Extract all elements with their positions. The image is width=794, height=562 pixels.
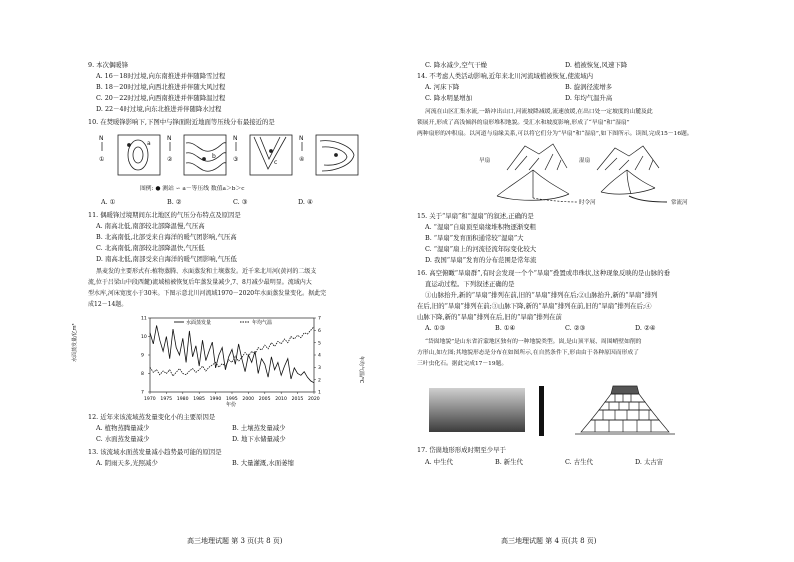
q13-stem: 13. 该流域水面蒸发量减小趋势最可能的原因是 (88, 448, 222, 456)
q11-stem: 11. 偶暖锋过境期间东北地区的气压分布特点及原因是 (88, 211, 241, 219)
q16-line-5: 山脉下降,新的“旱扇”排列在后,旧的“旱扇”排列在前 (417, 313, 562, 321)
q14-stem: 14. 不考虑人类活动影响,近年来北川河流域植被恢复,使流域内 (417, 72, 594, 80)
q17-stem: 17. 岱崮地形形成时期至少早于 (417, 446, 506, 454)
fan-passage-line-3: 两种扇形的冲积扇。以河道与扇缘关系,可以将它们分为“旱扇”和“湿扇”,如下图所示。读图,完成15－16题。 (417, 131, 693, 137)
q17-choice-a: A. 中生代 (425, 458, 453, 466)
fan-passage-line-1: 河流在山区汇集水流,一路冲出山口,河流坡降减缓,流速放缓,在出口处一定坡度的山麓及此 (425, 109, 653, 115)
isobar-panel-1 (118, 135, 160, 175)
wet-fan-label: 湿扇 (579, 158, 591, 164)
y-right-tick-label: 3 (318, 365, 321, 371)
q9-option-a: A. 16－18时过境,向东南推进并伴随降雪过程 (96, 72, 226, 80)
dry-fan-sketch (497, 144, 569, 200)
plot-frame (150, 318, 314, 392)
divider-bar (539, 386, 544, 436)
q15-stem: 15. 关于“旱扇”和“湿扇”的叙述,正确的是 (417, 212, 534, 220)
right-page (397, 0, 794, 562)
y-axis-left-label: 水面蒸发量/亿m³ (72, 323, 78, 362)
q14-option-d: D. 年均气温升高 (565, 94, 613, 102)
q16-line-4: 在后,旧的“旱扇”排列在前;③山脉下降,新的“旱扇”排列在前,旧的“旱扇”排列在后;④ (417, 302, 652, 310)
y-left-tick-label: 10 (141, 335, 147, 341)
q16-choice-a: A. ①③ (425, 324, 446, 332)
q14-option-c: C. 降水明显增加 (425, 94, 473, 102)
q13-option-d: D. 植被恢复,风速下降 (565, 61, 628, 69)
q11-option-d: D. 南高北低,南部受来自海洋的暖气团影响,气压低 (96, 255, 237, 263)
wet-fan-sketch (597, 146, 667, 202)
x-tick-label: 2005 (258, 397, 271, 402)
y-left-tick-label: 8 (141, 372, 144, 378)
q11-option-c: C. 北高南低,南部较北部降温快,气压低 (96, 244, 205, 252)
q17-choice-b: B. 新生代 (495, 458, 523, 466)
q14-option-a: A. 河床下降 (425, 83, 460, 91)
q12-option-c: C. 水面蒸发量减少 (96, 435, 150, 443)
daigu-passage-line-3: 三叶虫化石。据此完成17－19题。 (417, 361, 508, 367)
q17-choice-d: D. 太古宙 (635, 458, 664, 466)
perennial-river-label: 常流河 (671, 200, 688, 206)
isobar-panel-3 (250, 135, 292, 175)
q15-option-a: A. “湿扇”自扇顶至扇缘堆积物逐渐变粗 (425, 223, 537, 231)
q11-option-b: B. 北高南低,北部受来自海洋的暖气团影响,气压高 (96, 233, 237, 241)
isobar-panel-2 (184, 135, 226, 175)
fan-passage-line-2: 锁展开,形成了高浅倾斜的扇形堆积地貌。受汇水和坡度影响,形成了“旱扇”和“湿扇” (417, 120, 630, 126)
north-label-4: N (299, 135, 304, 142)
x-tick-label: 2000 (242, 397, 255, 402)
passage-line-1: 黑麦发的主要形式有:植物蒸腾、水面蒸发和土壤蒸发。近千来北川河(黄河的二级支 (96, 268, 317, 275)
q15-option-d: D. 我国“旱扇”发育的分布范围是常年流 (425, 256, 537, 264)
panel-number-4: ④ (299, 156, 305, 163)
legend-evaporation: 水面蒸发量 (186, 320, 212, 326)
y-left-tick-label: 9 (141, 353, 144, 359)
q14-option-b: B. 旋涡径流增多 (565, 83, 613, 91)
isobar-label-c: c (274, 159, 278, 166)
x-tick-label: 1970 (144, 397, 156, 402)
x-tick-label: 1990 (209, 397, 222, 402)
q12-option-d: D. 地下水储量减少 (232, 435, 286, 443)
y-left-tick-label: 7 (141, 390, 144, 396)
series-line-1 (150, 325, 314, 382)
q16-line-2: 直运动过程。下列叙述正确的是 (425, 280, 515, 288)
y-right-tick-label: 4 (318, 353, 321, 359)
y-right-tick-label: 7 (318, 316, 321, 322)
q16-stem: 16. 高空俯瞰“旱扇群”,有时会发现一个个“旱扇”叠置或串珠状,这种现象反映的是山脉的垂 (417, 269, 670, 277)
q9-option-b: B. 18－20时过境,向西北推进并伴随大风过程 (96, 83, 226, 91)
q12-option-a: A. 植物蒸腾量减少 (96, 424, 150, 432)
alluvial-fan-diagram (467, 140, 697, 206)
y-right-tick-label: 1 (318, 390, 321, 396)
legend-temperature: 年均气温 (252, 320, 273, 326)
x-tick-label: 1980 (176, 397, 189, 402)
q15-option-b: B. “旱扇”发育面积通常较“湿扇”大 (425, 234, 524, 242)
north-label-1: N (99, 135, 104, 142)
q16-choice-d: D. ②④ (635, 324, 656, 332)
isobar-panel-4 (316, 135, 358, 175)
daigu-passage-line-1: “岱崮地貌”是山东省沂蒙地区独有的一种地貌类型。崮,是山顶平展、周围峭壁如削的 (425, 339, 642, 345)
q13-option-a: A. 阴雨天多,光照减少 (96, 459, 158, 467)
y-right-tick-label: 2 (318, 378, 321, 384)
panel-number-1: ① (99, 156, 105, 163)
panel-number-2: ② (167, 156, 173, 163)
x-tick-label: 2015 (291, 397, 304, 402)
y-left-tick-label: 11 (141, 316, 147, 322)
x-tick-label: 1995 (226, 397, 238, 402)
q10-choice-b: B. ② (167, 198, 182, 206)
x-tick-label: 1975 (160, 397, 173, 402)
q12-stem: 12. 近年来该流域蒸发量变化小的主要原因是 (88, 413, 216, 421)
x-tick-label: 2010 (275, 397, 287, 402)
daigu-landform-photo (429, 388, 525, 432)
q16-choice-b: B. ①④ (495, 324, 516, 332)
passage-line-3: 型水库,河床宽度小于30米。下图示意北川河流域1970－2020年水面蒸发量变化。据此完 (88, 290, 327, 297)
q9-stem: 9. 本次偶暖锋 (88, 61, 129, 69)
north-label-2: N (167, 135, 172, 142)
q9-option-d: D. 22－4时过境,向东北推进并伴随降水过程 (96, 105, 222, 113)
left-footer: 高三地理试题 第 3 页(共 8 页) (187, 537, 283, 545)
y-right-tick-label: 5 (318, 341, 321, 347)
x-axis-label: 年份 (226, 402, 237, 408)
q16-line-3: ①山脉抬升,新的“旱扇”排列在前,旧的“旱扇”排列在后;②山脉抬升,新的“旱扇”排列 (425, 291, 658, 299)
passage-line-2: 流,位于吕梁山中段西麓)流域植被恢复后年蒸发量减少,7、8月减少最明显。流域内大 (88, 279, 312, 286)
q11-option-a: A. 南高北低,南部较北部降温慢,气压高 (96, 222, 205, 230)
daigu-passage-line-2: 方形山,如左图;其地貌形态是分布在如图所示,在自然条件下,形由由于各种原因而形成了 (417, 350, 639, 356)
right-footer: 高三地理试题 第 4 页(共 8 页) (501, 537, 597, 545)
q10-choice-a: A. ① (101, 198, 116, 206)
q12-option-b: B. 土壤蒸发量减少 (232, 424, 286, 432)
q10-choice-c: C. ③ (233, 198, 248, 206)
q16-choice-c: C. ②③ (565, 324, 586, 332)
isobar-diagrams (96, 131, 366, 183)
x-tick-label: 1985 (193, 397, 205, 402)
evaporation-chart (72, 312, 364, 408)
q10-choice-d: D. ④ (298, 198, 313, 206)
isobar-label-a: a (147, 140, 151, 147)
q17-choice-c: C. 古生代 (565, 458, 593, 466)
north-label-3: N (233, 135, 238, 142)
chart-legend (174, 319, 272, 326)
passage-line-4: 成12－14题。 (88, 301, 128, 308)
isobar-label-b: b (212, 153, 216, 160)
dry-fan-label: 旱扇 (479, 158, 491, 164)
y-axis-right-label: 年均气温/℃ (358, 356, 364, 384)
y-right-tick-label: 6 (318, 328, 321, 334)
q13-option-b: B. 大量灌溉,水面萎缩 (232, 459, 294, 467)
seasonal-river-label: 时令河 (579, 200, 596, 206)
panel-number-3: ③ (233, 156, 239, 163)
x-tick-label: 2020 (308, 397, 320, 402)
q13-option-c: C. 降水减少,空气干燥 (425, 61, 487, 69)
q10-legend: 图例: ● 测站 ∽ a－等压线 数值a＞b＞c (140, 186, 245, 192)
q9-option-c: C. 20－22时过境,向西南推进并伴随降温过程 (96, 94, 226, 102)
daigu-strata-diagram (573, 380, 677, 438)
q15-option-c: C. “湿扇”扇上的河流径流年际变化较大 (425, 245, 537, 253)
q10-stem: 10. 在焚暖锋影响下,下图中与锋面附近地面等压线分布最接近的是 (88, 118, 275, 126)
